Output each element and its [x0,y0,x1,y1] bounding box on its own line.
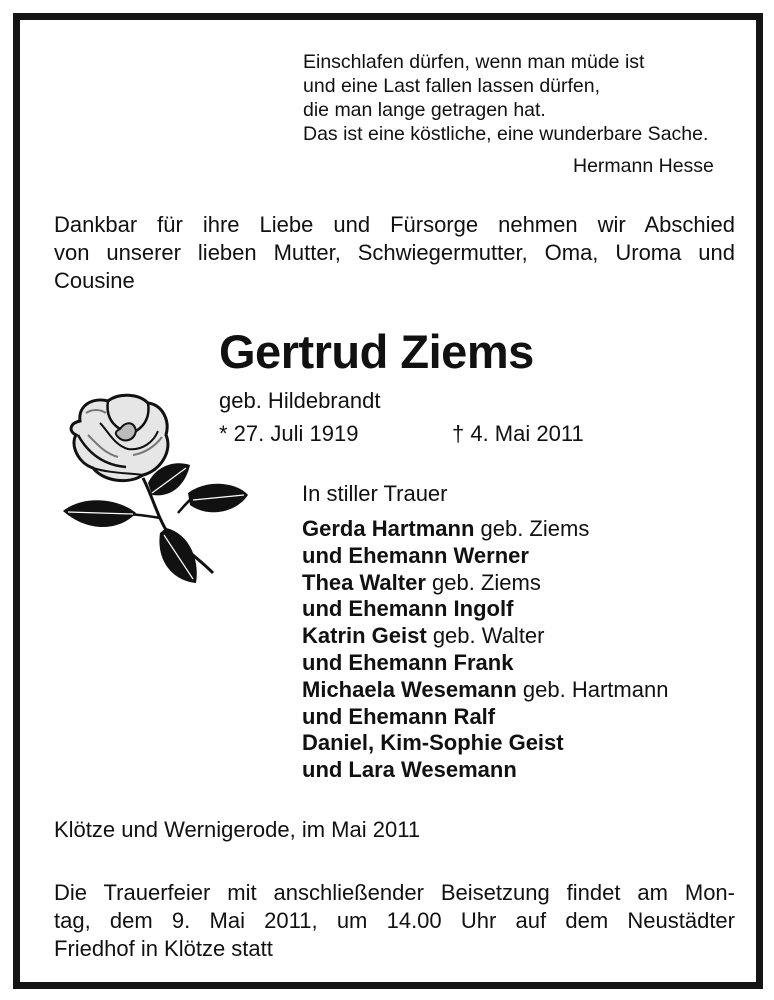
poem-line: Das ist eine köstliche, eine wunderbare Sache. [303,123,709,145]
mourner-name: und Ehemann Ralf [302,703,496,729]
funeral-line: Friedhof in Klötze statt [54,936,273,961]
poem-author: Hermann Hesse [573,155,714,177]
mourner-line [302,730,668,757]
intro-text [54,211,735,295]
funeral-line: tag, dem 9. Mai 2011, um 14.00 Uhr auf dem Neustädter [54,908,735,933]
mourners-list [302,516,668,784]
birth-date: * 27. Juli 1919 [219,421,359,446]
funeral-info [54,879,735,963]
mourner-note: geb. Hartmann [516,676,669,702]
mourner-line [302,623,668,650]
mourner-name: Michaela Wesemann [302,676,517,702]
mourner-line [302,543,668,570]
mourner-name: Thea Walter [302,569,426,595]
mourner-line [302,596,668,623]
mourner-name: und Lara Wesemann [302,757,517,783]
mourner-line [302,704,668,731]
mourner-note: geb. Walter [426,623,545,649]
mourner-line [302,516,668,543]
poem-line: Einschlafen dürfen, wenn man müde ist [303,51,645,73]
poem [303,50,708,146]
intro-line: Dankbar für ihre Liebe und Fürsorge nehmen wir Abschied [54,212,735,237]
intro-line: Cousine [54,268,135,293]
mourner-name: und Ehemann Ingolf [302,596,514,622]
birth-name: geb. Hildebrandt [219,388,381,413]
poem-line: die man lange getragen hat. [303,99,546,121]
poem-line: und eine Last fallen lassen dürfen, [303,75,601,97]
rose-icon [48,383,248,593]
mourner-line [302,570,668,597]
place-date: Klötze und Wernigerode, im Mai 2011 [54,817,421,842]
mourner-name: und Ehemann Frank [302,649,514,675]
mourner-name: Gerda Hartmann [302,516,475,541]
mourner-name: Daniel, Kim-Sophie Geist [302,730,564,756]
mourner-line [302,650,668,677]
funeral-line: Die Trauerfeier mit anschließender Beisetzung findet am Mon- [54,880,735,905]
mourner-line [302,677,668,704]
mourner-name: Katrin Geist [302,623,427,649]
mourner-note: geb. Ziems [474,516,590,541]
deceased-name: Gertrud Ziems [219,325,534,378]
mourner-name: und Ehemann Werner [302,542,529,568]
mourning-heading: In stiller Trauer [302,481,448,506]
death-date: † 4. Mai 2011 [452,421,584,446]
mourner-note: geb. Ziems [425,569,541,595]
obituary-frame [13,13,763,989]
intro-line: von unserer lieben Mutter, Schwiegermutter, Oma, Uroma und [54,240,735,265]
mourner-line [302,757,668,784]
